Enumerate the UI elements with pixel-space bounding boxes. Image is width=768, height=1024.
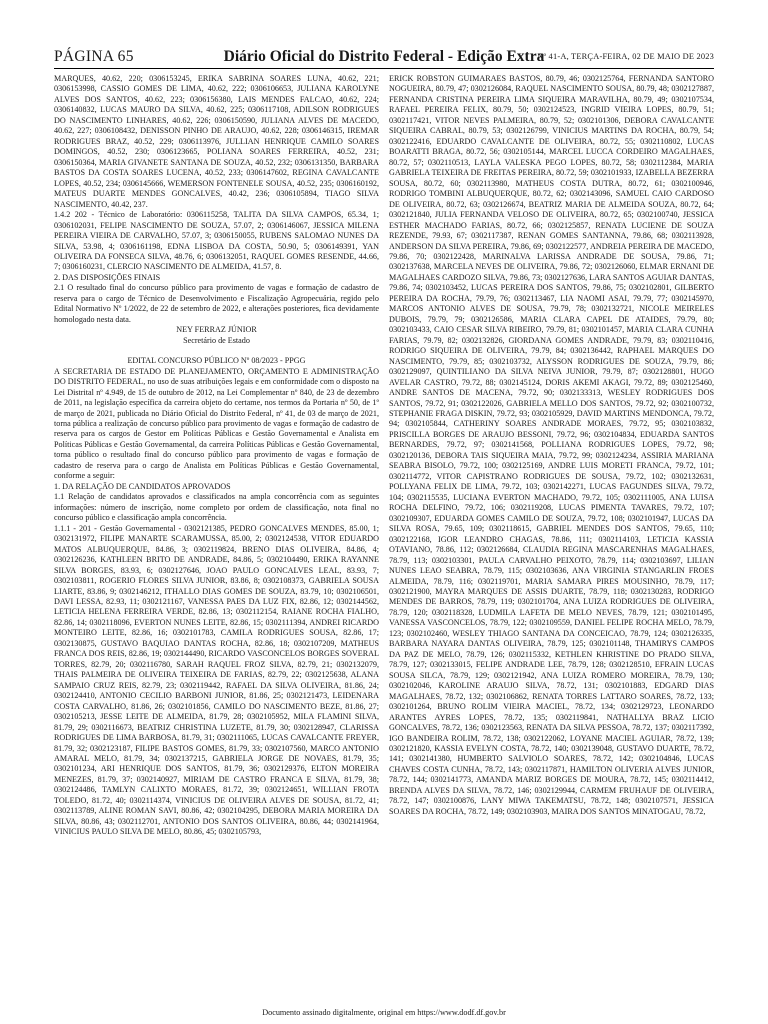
edition-date: Nº 41-A, TERÇA-FEIRA, 02 DE MAIO DE 2023 [537,52,714,61]
signature-line: NEY FERRAZ JÚNIOR [176,325,257,335]
page-number: PÁGINA 65 [54,48,134,65]
page-header [54,48,714,68]
paragraph: 1.1.1 - 201 - Gestão Governamental - 0302121385, PEDRO GONCALVES MENDES, 85.00, 1; 0302131972, FILIPE MANARTE SCARAMUSSA, 85.00, 2; 0302124538, VITOR EDUARDO MATOS ALBUQUERQUE, 84.86, 3; 0302119824, BRENO DIAS OLIVEIRA, 84.86, 4; 0302126236, KATHLEEN BRITO DE ANDRADE, 84.86, 5; 0302104490, ERIKA RAYANNE SILVA BORGES, 83.93, 6; 0302127646, JOAO PAULO GONCALVES LEAL, 83.93, 7; 0302103811, ROGERIO FLORES SILVA JUNIOR, 83.86, 8; 0302108373, GABRIELA SOUSA LIARTE, 83.86, 9; 0302146212, ITHALLO DIAS GOMES DE SOUZA, 83.79, 10; 0302106501, DAVI LESSA, 82.93, 11; 0302121167, VANESSA PAES DA LUZ FIX, 82.86, 12; 0302144562, LETICIA HELENA FERREIRA VERDE, 82.86, 13; 0302112154, RAIANE ROCHA FIALHO, 82.86, 14; 0302118096, EVERTON NUNES LEITE, 82.86, 15; 0302111394, ANDREI RICARDO MONTEIRO LEITE, 82.86, 16; 0302101783, CAMILA RODRIGUES SOUSA, 82.86, 17; 0302130875, GUSTAVO BAQUIAO DANTAS ROCHA, 82.86, 18; 0302107209, MATHEUS FRANCA DOS REIS, 82.86, 19; 0302144490, RICARDO VASCONCELOS BORGES SOVERAL TORRES, 82.79, 20; 0302116780, SARAH RAQUEL FROZ SILVA, 82.79, 21; 0302132079, THAIS PALMEIRA DE OLIVEIRA TEIXEIRA DE FARIAS, 82.79, 22; 0302125638, ALANA SAMPAIO CRUZ REIS, 82.79, 23; 0302119442, RAFAEL DA SILVA OLIVEIRA, 81.86, 24; 0302124410, ANTONIO CECILIO BARBONI JUNIOR, 81.86, 25; 0302121473, LEIDENARA COSTA CARVALHO, 81.86, 26; 0302101856, CAMILO DO NASCIMENTO BEZE, 81.86, 27; 0302105213, JESSE LEITE DE ALMEIDA, 81.79, 28; 0302105952, MILA FLAMINI SILVA, 81.79, 29; 0302116673, BEATRIZ CHRISTINA LUZETE, 81.79, 30; 0302128947, CLARISSA RODRIGUES DE LIMA BARBOSA, 81.79, 31; 0302111065, LUCAS CAVALCANTE FREYER, 81.79, 32; 0302123187, FILIPE BASTOS GOMES, 81.79, 33; 0302107560, MARCO ANTONIO AMARAL MELO, 81.79, 34; 0302137215, GABRIELA JORGE DE NOVAES, 81.79, 35; 0302101234, ARI HENRIQUE DOS SANTOS, 81.79, 36; 0302129376, ELTON MOREIRA MENEZES, 81.79, 37; 0302140927, MIRIAM DE CASTRO FRANCA E SILVA, 81.79, 38; 0302124486, TAMLYN CALIXTO MORAES, 81.72, 39; 0302124651, WILLIAN FROTA TOLEDO, 81.72, 40; 0302114374, VINICIUS DE OLIVEIRA ALVES DE SOUSA, 81.72, 41; 0302113789, ALINE ROMAN SAVI, 80.86, 42; 0302104295, DEBORA MARIA MOREIRA DA SILVA, 80.86, 43; 0302112701, ANTONIO DOS SANTOS OLIVEIRA, 80.86, 44; 0302141964, VINICIUS PAULO SILVA DE MELO, 80.86, 45; 0302105793, [54,523,379,837]
section-heading: EDITAL CONCURSO PÚBLICO Nº 08/2023 - PPGG [127,356,306,366]
paragraph: 2. DAS DISPOSIÇÕES FINAIS [54,272,161,282]
header-rule [54,68,714,69]
signature-line: Secretário de Estado [183,335,250,345]
paragraph-spacer [54,346,379,356]
paragraph: 1.4.2 202 - Técnico de Laboratório: 0306115258, TALITA DA SILVA CAMPOS, 65.34, 1; 0306102031, FELIPE NASCIMENTO DE SOUZA, 57.07, 2; 0306146067, JESSICA MILENA PEREIRA VIEIRA DE CARVALHO, 57.07, 3; 0306150055, RUBENS SALOMAO NUNES DA SILVA, 53.98, 4; 0306161198, EDNA LISBOA DA COSTA, 50.90, 5; 0306149391, YAN OLIVEIRA DA FONSECA SILVA, 48.76, 6; 0306132051, RAQUEL GOMES RESENDE, 44.66, 7; 0306160231, CLERCIO NASCIMENTO DE ALMEIDA, 41.57, 8. [54,210,379,272]
paragraph: 1.1 Relação de candidatos aprovados e classificados na ampla concorrência com as seguintes informações: número de inscrição, nome completo por ordem de classificação, nota final no concurso público e classificação ampla concorrência. [54,492,379,523]
paragraph: 1. DA RELAÇÃO DE CANDIDATOS APROVADOS [54,481,231,491]
paragraph: 2.1 O resultado final do concurso público para provimento de vagas e formação de cadastro de reserva para o cargo de Técnico de Desenvolvimento e Fiscalização Agropecuária, regido pelo Edital Normativo Nº 1/2022, de 22 de setembro de 2022, e alterações posteriores, fica devidamente homologado nesta data. [54,283,379,324]
right-column [389,74,714,994]
left-column [54,74,379,994]
page-footer: Documento assinado digitalmente, original em https://www.dodf.df.gov.br [262,1008,506,1017]
gazette-title: Diário Oficial do Distrito Federal - Edição Extra [223,48,545,65]
paragraph: ERICK ROBSTON GUIMARAES BASTOS, 80.79, 46; 0302125764, FERNANDA SANTORO NOGUEIRA, 80.79, 47; 0302126084, RAQUEL NASCIMENTO SOUSA, 80.79, 48; 0302127887, FERNANDA CRISTINA PEREIRA LIMA SIQUEIRA MARAVILHA, 80.79, 49; 0302107534, RAFAEL PEREIRA FELIX, 80.79, 50; 0302124523, INGRID VIEIRA LOPES, 80.79, 51; 0302117421, VITOR NEVES PALMEIRA, 80.79, 52; 0302101306, DEBORA CAVALCANTE SIQUEIRA CABRAL, 80.79, 53; 0302126799, VINICIUS MARTINS DA ROCHA, 80.79, 54; 0302122416, EDUARDO CAVALCANTE DE OLIVEIRA, 80.72, 55; 0302110802, LUCAS BOARATTI BRAGA, 80.72, 56; 0302105144, MARCEL LUCCA CORDEIRO MAGALHAES, 80.72, 57; 0302110513, LAYLA VALESKA PEGO LOPES, 80.72, 58; 0302112384, MARIA GABRIELA TEIXEIRA DE FREITAS PEREIRA, 80.72, 59; 0302101933, IZABELLA BEZERRA SOUSA, 80.72, 60; 0302113980, MATHEUS COSTA DUTRA, 80.72, 61; 0302100946, RODRIGO TOMBINI ALBUQUERQUE, 80.72, 62; 0302143096, SAMUEL CAIO CARDOSO DE OLIVEIRA, 80.72, 63; 0302126674, BEATRIZ MARIA DE ALMEIDA SOUZA, 80.72, 64; 0302121840, JULIA FERNANDA VELOSO DE OLIVEIRA, 80.72, 65; 0302100740, JESSICA ESTHER MACHADO FARIAS, 80.72, 66; 0302125857, RENATA LUCIENE DE SOUZA REZENDE, 79.93, 67; 0302117387, RENAN GOMES SANTANNA, 79.86, 68; 0302113928, ANDERSON DA SILVA PEREIRA, 79.86, 69; 0302122577, ANDREIA PEREIRA DE MACEDO, 79.86, 70; 0302122428, MARINALVA LARISSA ANDRADE DE SOUSA, 79.86, 71; 0302137638, MARCELA NEVES DE OLIVEIRA, 79.86, 72; 0302126060, ELMAR ERNANI DE MAGALHAES CARDOZO SILVA, 79.86, 73; 0302127636, LARA SANTOS AGUIAR DANTAS, 79.86, 74; 0302103452, LUCAS PEREIRA DOS SANTOS, 79.86, 75; 0302102801, GILBERTO PEREIRA DA ROCHA, 79.79, 76; 0302113467, LIA NAOMI ASAI, 79.79, 77; 0302145970, MARCOS ANTONIO ALVES DE SOUSA, 79.79, 78; 0302132721, NICOLE MEIRELES DUBOIS, 79.79, 79; 0302126586, MARIA CLARA CAPEL DE ATAIDES, 79.79, 80; 0302103433, CAIO CESAR SILVA RIBEIRO, 79.79, 81; 0302101457, MARIA CLARA CUNHA FARIAS, 79.79, 82; 0302132826, GIORDANA GOMES ANDRADE, 79.79, 83; 0302110416, RODRIGO SIQUEIRA DE OLIVEIRA, 79.79, 84; 0302136442, RAPHAEL MARQUES DO NASCIMENTO, 79.79, 85; 0302103732, ALYSSON RODRIGUES DE SOUZA, 79.79, 86; 0302129097, QUINTILIANO DA SILVA NEIVA JUNIOR, 79.79, 87; 0302128801, HUGO AVELAR CASTRO, 79.72, 88; 0302145124, DORIS AKEMI AKAGI, 79.72, 89; 0302125460, ANDRE SANTOS DE MACENA, 79.72, 90; 0302133313, WESLEY RODRIGUES DOS SANTOS, 79.72, 91; 0302122026, GABRIELA MELLO DOS SANTOS, 79.72, 92; 0302100732, STEPHANIE FRAGA DISKIN, 79.72, 93; 0302105929, DAVID MARTINS MENDONCA, 79.72, 94; 0302105844, CATHERINY SOARES ANDRADE MORAES, 79.72, 95; 0302103832, PRISCILLA BORGES DE ARAUJO BESSONI, 79.72, 96; 0302104834, EDUARDA SANTOS BERNARDES, 79.72, 97; 0302141568, POLLIANA RODRIGUES LOPES, 79.72, 98; 0302120136, DEBORA TAIS SIQUEIRA MAIA, 79.72, 99; 0302124234, ASSIRIA MARIANA SEABRA BISOLO, 79.72, 100; 0302125169, ANDRE LUIS MORETI FRANCA, 79.72, 101; 0302114772, VITOR CAPISTRANO RODRIGUES DE SOUSA, 79.72, 102; 0302132631, POLLYANA FELIX DE LIMA, 79.72, 103; 0302142271, LUCAS FAGUNDES SILVA, 79.72, 104; 0302115535, LUCIANA EVERTON MACHADO, 79.72, 105; 0302111005, ANA LUISA ROCHA DELFINO, 79.72, 106; 0302119208, LUCAS PIMENTA TAVARES, 79.72, 107; 0302109307, EDUARDA GOMES CAMILO DE SOUZA, 79.72, 108; 0302101947, LUCAS DA SILVA ROSA, 79.65, 109; 0302118615, GABRIEL MENDES DOS SANTOS, 79.65, 110; 0302122168, IGOR LEANDRO CHAGAS, 78.86, 111; 0302114103, LETICIA KASSIA OTAVIANO, 78.86, 112; 0302126684, CLAUDIA REGINA MASCARENHAS MAGALHAES, 78.79, 113; 0302103301, PAULA CARVALHO PEIXOTO, 78.79, 114; 0302103697, LILIAN NUNES LEAO SEABRA, 78.79, 115; 0302103636, ANA VIRGINIA STANGARLIN FROES ALMEIDA, 78.79, 116; 0302119701, MARIA SAMARA PIRES MOUSINHO, 78.79, 117; 0302121900, MAYRA MARQUES DE ASSIS DUARTE, 78.79, 118; 0302130283, RODRIGO MENDES DE BARROS, 78.79, 119; 0302101704, ANA LUIZA RODRIGUES DE OLIVEIRA, 78.79, 120; 0302118328, LUDMILA LAFETA DE MELO NEVES, 78.79, 121; 0302101495, VANESSA VASCONCELOS, 78.79, 122; 0302109559, DANIEL FELIPE ROCHA MELO, 78.79, 123; 0302102460, WESLEY THIAGO SANTANA DA CONCEICAO, 78.79, 124; 0302126335, BARBARA NAYARA DANTAS OLIVEIRA, 78.79, 125; 0302101148, THAMIRYS CAMPOS DA PAZ DE MELO, 78.79, 126; 0302115332, KETHLEN KHRISTINE DO PRADO SILVA, 78.79, 127; 0302133015, FELIPE ANDRADE LEE, 78.79, 128; 0302128510, EFRAIN LUCAS SOUSA SILCA, 78.79, 129; 0302121942, ANA LUIZA ROMERO MOREIRA, 78.79, 130; 0302102046, KAROLINE ARAUJO SILVA, 78.72, 131; 0302101883, EDGARD DIAS MAGALHAES, 78.72, 132; 0302106862, RENATA TORRES LATTARO SOARES, 78.72, 133; 0302101264, BRUNO ROLIM VIEIRA MACIEL, 78.72, 134; 0302129723, LEONARDO ARANTES AYRES LOPES, 78.72, 135; 0302119841, NATHALLYA BRAZ LICIO GONCALVES, 78.72, 136; 0302123563, RENATA DA SILVA PESSOA, 78.72, 137; 0302117392, IGO BANDEIRA ROLIM, 78.72, 138; 0302122062, LOYANE MACIEL AGUIAR, 78.72, 139; 0302121820, KASSIA EVELYN COSTA, 78.72, 140; 0302139048, GUSTAVO DUARTE, 78.72, 141; 0302141380, HUMBERTO SALVIOLO SOARES, 78.72, 142; 0302104846, LUCAS CHAVES COSTA CUNHA, 78.72, 143; 0302117871, HAMILTON OLIVERIA ALVES JUNIOR, 78.72, 144; 0302141773, AMANDA MARIZ BORGES DE MOURA, 78.72, 145; 0302114412, BRENDA ALVES DA SILVA, 78.72, 146; 0302129944, CARMEM FRUHAUF DE OLIVEIRA, 78.72, 147; 0302100876, LANY MIWA TAKEMATSU, 78.72, 148; 0302107571, JESSICA SOARES DA ROCHA, 78.72, 149; 0302103903, MAIRA DOS SANTOS MINATOGAU, 78.72, [389,74,714,816]
paragraph: MARQUES, 40.62, 220; 0306153245, ERIKA SABRINA SOARES LUNA, 40.62, 221; 0306153998, CASSIO GOMES DE LIMA, 40.62, 222; 0306106653, JULIANA KAROLYNE ALVES DOS SANTOS, 40.62, 223; 0306156380, LAIS MENDES FALCAO, 40.62, 224; 0306140832, LUCAS MAURO DA SILVA, 40.62, 225; 0306117108, ADILSON RODRIGUES DO NASCIMENTO LINHARES, 40.62, 226; 0306150590, JULIANA ALVES DE MACEDO, 40.62, 227; 0306108432, DENISSON PINHO DE ARAUJO, 40.62, 228; 0306146315, IREMAR RODRIGUES BRAZ, 40.52, 229; 0306113976, JULLIAN HENRIQUE CAMILO SOARES DOMINGOS, 40.52, 230; 0306123665, POLIANA SOARES FERREIRA, 40.52, 231; 0306150364, MARIA GIVANETE SANTANA DE SOUZA, 40.52, 232; 0306131350, BARBARA BASTOS DA COSTA SOARES LUCENA, 40.52, 233; 0306147602, REGINA CAVALCANTE LOPES, 40.52, 234; 0306145666, WEMERSON FONTENELE SOUSA, 40.52, 235; 0306160192, MATEUS DUARTE MENDES GONCALVES, 40.42, 236; 0306105894, TIAGO SILVA NASCIMENTO, 40.42, 237. [54,74,379,209]
paragraph: A SECRETARIA DE ESTADO DE PLANEJAMENTO, ORÇAMENTO E ADMINISTRAÇÃO DO DISTRITO FEDERAL, no uso de suas atribuições legais e em conformidade com o disposto na Lei Distrital nº 4.949, de 15 de outubro de 2012, na Lei Complementar nº 840, de 23 de dezembro de 2011, na legislação específica da carreira objeto do certame, nos termos da Portaria nº 50, de 1º de março de 2021, publicada no Diário Oficial do Distrito Federal, nº 41, de 03 de março de 2021, torna pública a realização de concurso público para provimento de vagas e formação de cadastro de reserva para os cargos de Gestor em Políticas Públicas e Gestão Governamental e Analista em Políticas Públicas e Gestão Governamental, da carreira Políticas Públicas e Gestão Governamental, torna público o resultado final do concurso público para provimento de vagas e formação de cadastro de reserva para o cargo de Analista em Políticas Públicas e Gestão Governamental, conforme a seguir: [54,366,379,481]
